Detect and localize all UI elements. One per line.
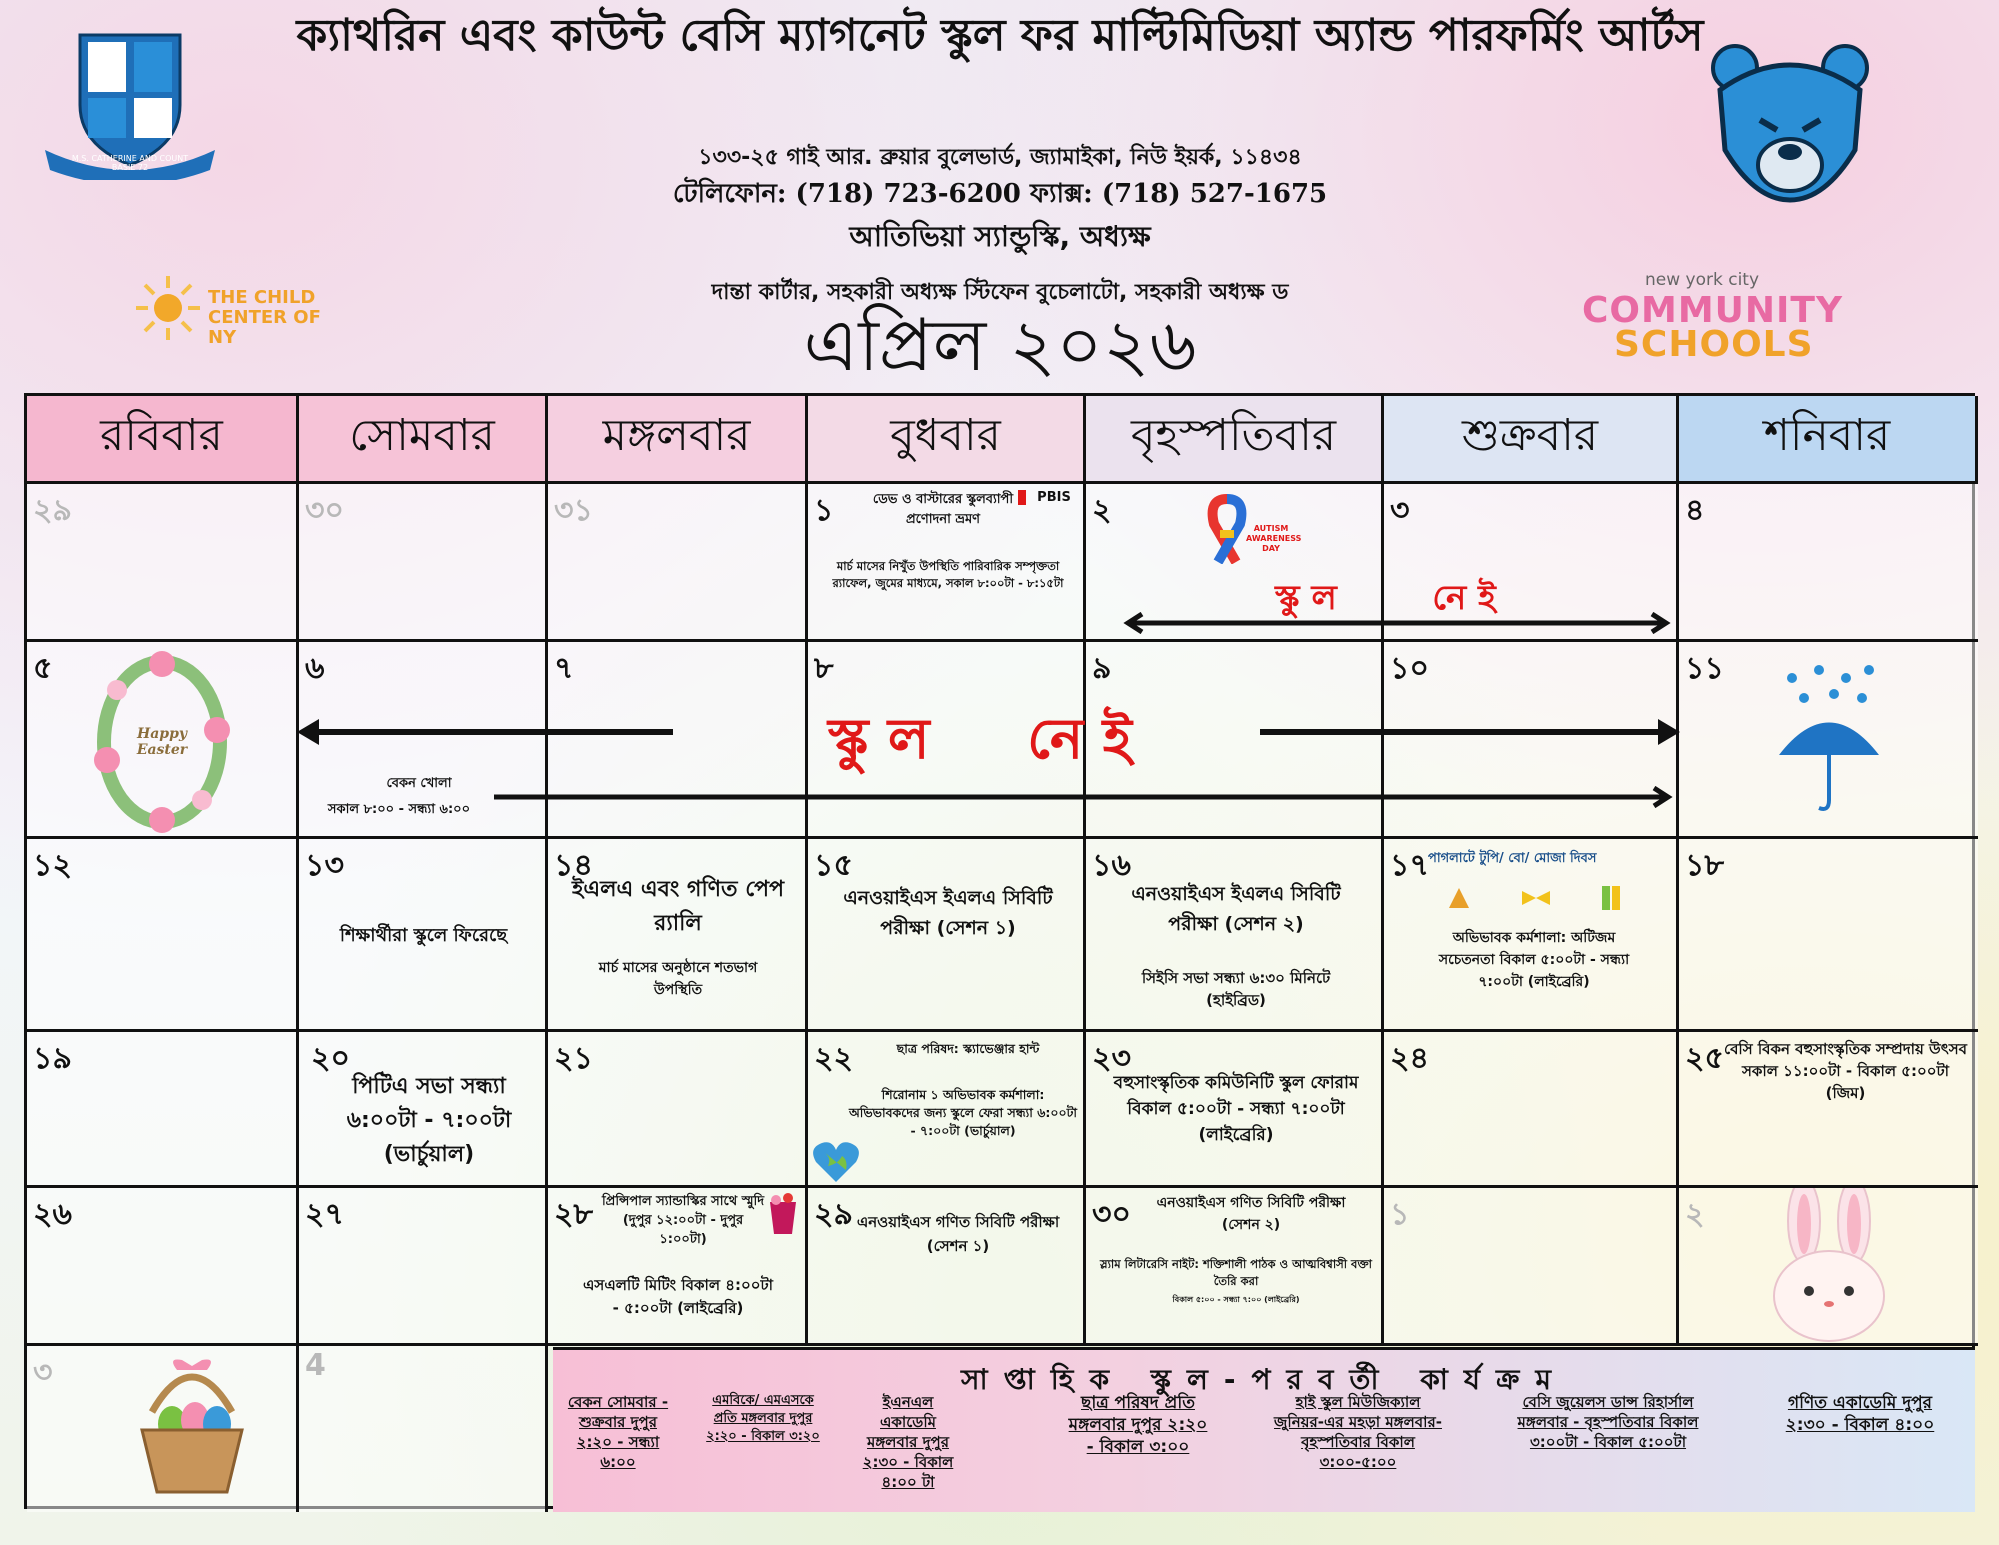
raffle-event: মার্চ মাসের নিখুঁত উপস্থিতি পারিবারিক সম্পৃক্ততা র‍্যাফেল, জুমের মাধ্যমে, সকাল ৮:০০টা - ৮:১৫টা (832, 559, 1064, 590)
day-header-mon: সোমবার (299, 396, 548, 484)
no-school-label-1b: নে ই (1432, 578, 1496, 618)
autism-ribbon-icon (1206, 494, 1248, 568)
nycs-small-text: new york city (1645, 270, 1760, 290)
day-number: ১ (1390, 1197, 1410, 1232)
day-header-wed: বুধবার (808, 396, 1086, 484)
day-cell (299, 1346, 548, 1512)
autism-workshop-event: অভিভাবক কর্মশালা: অটিজম সচেতনতা বিকাল ৫:০০টা - সন্ধ্যা ৭:০০টা (লাইব্রেরি) (1438, 930, 1630, 990)
weekly-program-item: ছাত্র পরিষদ প্রতি মঙ্গলবার দুপুর ২:২০ - বিকাল ৩:০০ (1068, 1393, 1208, 1457)
day-cell (1679, 1188, 1978, 1346)
easter-basket-icon (127, 1352, 257, 1506)
weekly-programs-panel (553, 1347, 1975, 1512)
day-number: ২২ (814, 1041, 854, 1076)
day-number: ৫ (33, 651, 53, 686)
multicultural-festival-event: বেসি বিকন বহুসাংস্কৃতিক সম্প্রদায় উৎসব সকাল ১১:০০টা - বিকাল ৫:০০টা (জিম) (1723, 1040, 1968, 1102)
principal: আতিভিয়া স্যান্ডুস্কি, অধ্যক্ষ (849, 220, 1151, 253)
day-number: ২ (1685, 1197, 1705, 1232)
day-number: ৩১ (554, 493, 593, 528)
no-school-arrow-right (1260, 717, 1680, 747)
pep-rally-event: ইএলএ এবং গণিত পেপ র‍্যালি (571, 877, 785, 936)
day-number: ২০ (311, 1041, 351, 1076)
ela-session1-event: এনওয়াইএস ইএলএ সিবিটি পরীক্ষা (সেশন ১) (843, 887, 1053, 939)
beacon-open-arrow (494, 786, 1674, 808)
nycs-line1: COMMUNITY (1582, 290, 1844, 331)
day-number: ১২ (33, 848, 72, 883)
day-number: ৩০ (305, 493, 345, 528)
phone-fax: টেলিফোন: (718) 723-6200 ফ্যাক্স: (718) 527-1675 (672, 179, 1328, 209)
nycs-line2: SCHOOLS (1614, 324, 1814, 365)
school-title: ক্যাথরিন এবং কাউন্ট বেসি ম্যাগনেট স্কুল ফর মাল্টিমিডিয়া অ্যান্ড পারফর্মিং আর্টস (296, 10, 1704, 61)
community-schools-logo (1570, 266, 1844, 365)
day-cell (27, 642, 299, 839)
day-number: 4 (305, 1348, 326, 1383)
autism-day-label: AUTISM AWARENESS DAY (1246, 524, 1302, 553)
day-number: ১৪ (554, 848, 593, 883)
dave-busters-event: ডেভ ও বাস্টারের স্কুলব্যাপী প্রণোদনা ভ্রমণ (872, 492, 1014, 527)
day-number: ১৫ (814, 848, 853, 883)
day-cell (1086, 1032, 1384, 1188)
school-seal-text: M.S. CATHERINE AND COUNT BASIE 72 (71, 154, 189, 172)
ela-session2-event: এনওয়াইএস ইএলএ সিবিটি পরীক্ষা (সেশন ২) (1131, 883, 1341, 935)
day-cell (808, 839, 1086, 1032)
day-cell (1679, 642, 1978, 839)
day-number: ১০ (1390, 651, 1429, 686)
day-number: ২৪ (1390, 1041, 1429, 1076)
day-number: ৯ (1092, 651, 1112, 686)
weekly-program-item: বেকন সোমবার - শুক্রবার দুপুর ২:২০ - সন্ধ্যা ৬:০০ (567, 1393, 669, 1471)
happy-easter-text: Happy Easter (136, 726, 188, 758)
no-school-label-1a: স্কু ল (1275, 578, 1337, 618)
day-number: ৮ (814, 651, 834, 686)
pta-meeting-event: পিটিএ সভা সন্ধ্যা ৬:০০টা - ৭:০০টা (ভার্চুয়াল) (346, 1074, 512, 1167)
smoothies-event: প্রিন্সিপাল স্যান্ডাস্কির সাথে স্মুদি (দুপুর ১২:০০টা - দুপুর ১:০০টা) (601, 1194, 765, 1247)
day-cell (27, 1188, 299, 1346)
bear-mascot-logo (1705, 40, 1875, 205)
day-header-sun: রবিবার (27, 396, 299, 484)
day-number: ১৩ (305, 848, 344, 883)
attendance-event: মার্চ মাসের অনুষ্ঠানে শতভাগ উপস্থিতি (598, 960, 758, 998)
day-number: ১৬ (1092, 848, 1131, 883)
weekly-program-item: ইএনএল একাডেমি মঙ্গলবার দুপুর ২:৩০ - বিকাল ৪:০০ টা (862, 1393, 954, 1491)
day-number: ২ (1092, 493, 1112, 528)
title1-workshop-event: শিরোনাম ১ অভিভাবক কর্মশালা: অভিভাবকদের জন্য স্কুলে ফেরা সন্ধ্যা ৬:০০টা - ৭:০০টা (ভার্চুয়াল) (848, 1087, 1078, 1138)
beacon-open-label: বেকন খোলা (386, 776, 452, 791)
day-number: ৩০ (1092, 1197, 1132, 1232)
day-number: ২৩ (1092, 1041, 1132, 1076)
day-cell (27, 1346, 299, 1512)
day-cell (808, 1032, 1086, 1188)
bunny-icon (1759, 1188, 1899, 1346)
weekly-programs-title: সাপ্তাহিক স্কুল-পরবর্তী কার্যক্রম (960, 1363, 1568, 1396)
no-school-arrow-left (297, 717, 675, 747)
scavenger-hunt-event: ছাত্র পরিষদ: স্ক্যাভেঞ্জার হান্ট (896, 1041, 1040, 1056)
slt-meeting-event: এসএলটি মিটিং বিকাল ৪:০০টা - ৫:০০টা (লাইব্রেরি) (583, 1276, 773, 1317)
month-title: এপ্রিল ২০২৬ (803, 303, 1197, 387)
day-number: ২১ (554, 1041, 593, 1076)
assistant-principals: দান্তা কার্টার, সহকারী অধ্যক্ষ স্টিফেন বুচেলাটো, সহকারী অধ্যক্ষ ড (711, 280, 1289, 305)
day-cell (299, 1188, 548, 1346)
school-seal-logo (40, 30, 220, 180)
community-forum-event: বহুসাংস্কৃতিক কমিউনিটি স্কুল ফোরাম বিকাল ৫:০০টা - সন্ধ্যা ৭:০০টা (লাইব্রেরি) (1113, 1073, 1359, 1145)
calendar-grid (24, 393, 1975, 1509)
day-number: ১৯ (33, 1041, 72, 1076)
day-number: ১৭ (1390, 848, 1429, 883)
day-number: ১ (814, 493, 834, 528)
day-cell (1086, 1188, 1384, 1346)
day-cell (1679, 839, 1978, 1032)
globe-heart-icon (812, 1140, 860, 1188)
day-cell (548, 1188, 808, 1346)
day-cell (1679, 484, 1978, 642)
weekly-program-item: এমবিকে/ এমএসকে প্রতি মঙ্গলবার দুপুর ২:২০ - বিকাল ৩:২০ (706, 1393, 820, 1444)
math-session2-event: এনওয়াইএস গণিত সিবিটি পরীক্ষা (সেশন ২) (1156, 1195, 1346, 1233)
day-number: ৭ (554, 651, 574, 686)
day-number: ৩ (33, 1355, 53, 1390)
day-number: ১১ (1685, 651, 1724, 686)
no-school-label-2: স্কু ল নে ই (828, 707, 1132, 772)
wacky-day-event: পাগলাটে টুপি/ বো/ মোজা দিবস (1428, 851, 1597, 866)
day-number: ২৬ (33, 1197, 73, 1232)
day-cell (1384, 839, 1679, 1032)
no-school-arrow-1 (1122, 612, 1672, 634)
math-session1-event: এনওয়াইএস গণিত সিবিটি পরীক্ষা (সেশন ১) (856, 1213, 1060, 1255)
day-number: ২৯ (33, 493, 72, 528)
day-cell (27, 484, 299, 642)
day-number: ২৫ (1685, 1041, 1724, 1076)
child-center-text: THE CHILD CENTER OF NY (208, 287, 321, 348)
day-number: ৪ (1685, 493, 1705, 528)
day-number: ৩ (1390, 493, 1410, 528)
umbrella-rain-icon (1774, 660, 1884, 819)
day-header-fri: শুক্রবার (1384, 396, 1679, 484)
students-return-event: শিক্ষার্থীরা স্কুলে ফিরেছে (339, 925, 508, 946)
day-number: ২৭ (305, 1197, 345, 1232)
day-number: ১৮ (1685, 848, 1724, 883)
day-cell (27, 1032, 299, 1188)
weekly-program-item: গণিত একাডেমি দুপুর ২:৩০ - বিকাল ৪:০০ (1785, 1393, 1935, 1435)
day-cell (808, 484, 1086, 642)
day-header-sat: শনিবার (1679, 396, 1978, 484)
day-cell (1384, 1032, 1679, 1188)
literacy-night-time: বিকাল ৫:০০ - সন্ধ্যা ৭:০০ (লাইব্রেরি) (1172, 1295, 1300, 1304)
day-cell (548, 484, 808, 642)
day-cell (808, 1188, 1086, 1346)
hat-bow-socks-icon (1444, 883, 1624, 917)
child-center-logo (128, 272, 368, 348)
beacon-open-time: সকাল ৮:০০ - সন্ধ্যা ৬:০০ (327, 802, 471, 817)
day-cell (27, 839, 299, 1032)
pbis-badge: PBIS (1018, 490, 1082, 505)
literacy-night-event: স্ল্যাম লিটারেসি নাইট: শক্তিশালী পাঠক ও আত্মবিশ্বাসী বক্তা তৈরি করা (1100, 1257, 1372, 1288)
day-cell (299, 484, 548, 642)
day-cell (1086, 839, 1384, 1032)
day-cell (548, 839, 808, 1032)
day-number: ২৯ (814, 1197, 853, 1232)
day-header-tue: মঙ্গলবার (548, 396, 808, 484)
day-cell (299, 1032, 548, 1188)
day-cell (1384, 1188, 1679, 1346)
address: ১৩৩-২৫ গাই আর. ব্রুয়ার বুলেভার্ড, জ্যামাইকা, নিউ ইয়র্ক, ১১৪৩৪ (698, 145, 1302, 170)
day-cell (299, 839, 548, 1032)
day-header-thu: বৃহস্পতিবার (1086, 396, 1384, 484)
weekly-program-item: বেসি জুয়েলস ডান্স রিহার্সাল মঙ্গলবার - বৃহস্পতিবার বিকাল ৩:০০টা - বিকাল ৫:০০টা (1517, 1393, 1699, 1451)
day-cell (1679, 1032, 1978, 1188)
day-number: ২৮ (554, 1197, 593, 1232)
cec-meeting-event: সিইসি সভা সন্ধ্যা ৬:৩০ মিনিটে (হাইব্রিড) (1141, 969, 1331, 1009)
weekly-program-item: হাই স্কুল মিউজিক্যাল জুনিয়র-এর মহড়া মঙ্গলবার-বৃহস্পতিবার বিকাল ৩:০০-৫:০০ (1274, 1393, 1442, 1471)
day-number: ৬ (305, 651, 325, 686)
day-cell (548, 1032, 808, 1188)
smoothie-icon (766, 1192, 800, 1240)
